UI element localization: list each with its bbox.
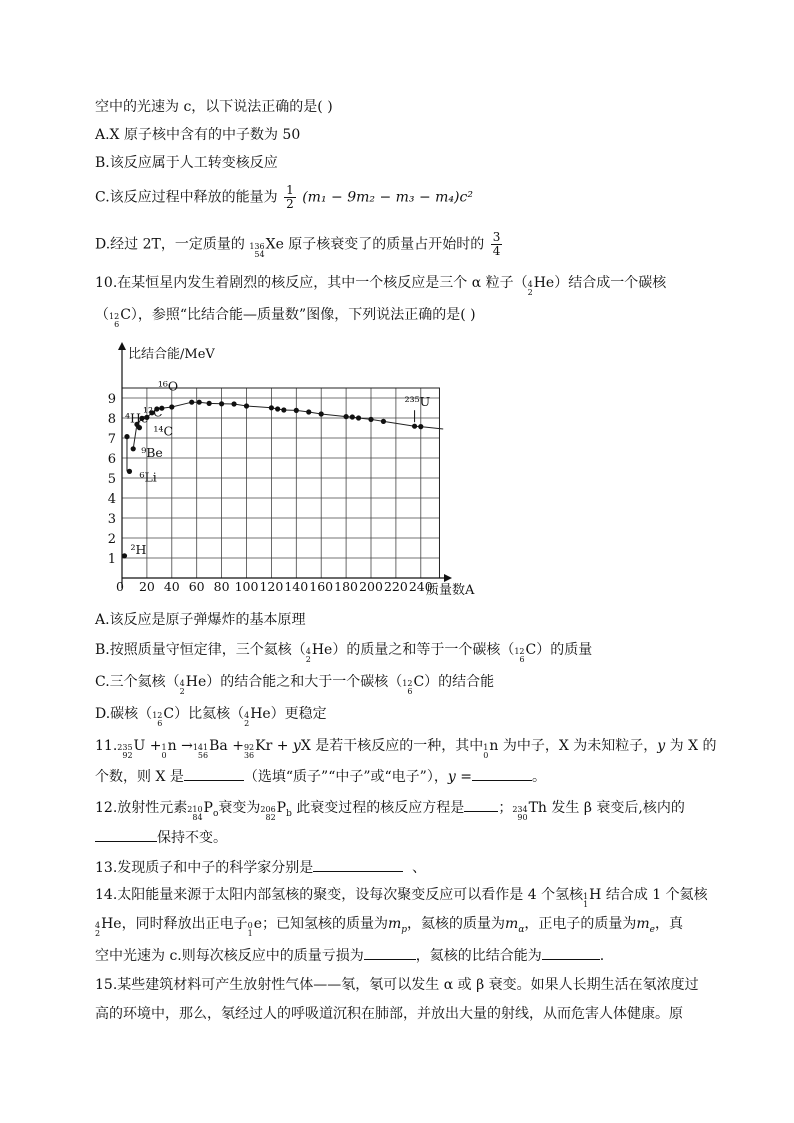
y-tick-label: 5: [107, 472, 116, 487]
data-point: [124, 434, 129, 439]
binding-curve: [142, 402, 443, 429]
data-point: [350, 414, 355, 419]
x-tick-label: 20: [138, 579, 155, 594]
fraction-half: $\frac{1}{2}$: [286, 183, 294, 211]
x-tick-label: 200: [359, 579, 383, 594]
q12-pre: 12.放射性元素: [95, 800, 188, 816]
answer-blank[interactable]: [313, 857, 403, 872]
q14-l2-mid: e；已知氢核的质量为: [253, 916, 388, 932]
q14-me-sub: e: [649, 924, 655, 935]
q14-l2-pre: He，同时释放出正电子: [101, 916, 248, 932]
answer-blank[interactable]: [542, 945, 600, 960]
q10-option-a: A.该反应是原子弹爆炸的基本原理: [95, 612, 306, 628]
x-tick-label: 60: [188, 579, 205, 594]
q10-option-c: [95, 672, 494, 696]
q14-l1-tail: H 结合成 1 个氦核: [589, 887, 708, 903]
c-indices: 12 6: [109, 312, 120, 329]
q9-option-c: [95, 184, 473, 211]
q9-intro: 空中的光速为 c，以下说法正确的是( ): [95, 99, 333, 115]
q10-paren: （: [95, 307, 109, 323]
nuclide-label: ¹⁴C: [153, 423, 174, 439]
data-point: [231, 401, 236, 406]
y-axis-arrow: [118, 342, 126, 350]
q10-option-b: [95, 640, 592, 664]
c-indices: 12 6: [402, 679, 413, 696]
nuclide-label: ⁹Be: [141, 444, 163, 460]
q14-l1: 14.太阳能量来源于太阳内部氢核的聚变，设每次聚变反应可以看作是 4 个氢核: [95, 887, 584, 903]
y-tick-label: 6: [107, 452, 116, 467]
data-point: [344, 414, 349, 419]
y-tick-label: 2: [107, 532, 116, 547]
q12-line1: [95, 797, 685, 824]
q10-d-text3: He）更稳定: [250, 706, 327, 722]
q14-l2-tail: ，真: [655, 916, 683, 932]
q14-me: m: [636, 916, 650, 932]
answer-blank[interactable]: [364, 945, 416, 960]
data-point: [219, 401, 224, 406]
x-tick-label: 160: [309, 579, 334, 594]
data-point: [122, 553, 127, 558]
e-indices: 0 1: [247, 921, 253, 938]
x-tick-label: 0: [116, 579, 124, 594]
answer-blank[interactable]: [95, 827, 157, 842]
q10-stem-line2: [95, 305, 476, 329]
y-tick-label: 8: [107, 412, 116, 427]
data-point: [131, 446, 136, 451]
q10-c-text2: He）的结合能之和大于一个碳核（: [185, 674, 403, 690]
data-point: [207, 401, 212, 406]
q9-option-c-text: C.该反应过程中释放的能量为: [95, 189, 278, 206]
q10-b-text2: He）的质量之和等于一个碳核（: [311, 642, 515, 658]
q11-y2: y: [657, 738, 666, 754]
data-point: [197, 400, 202, 405]
data-point: [306, 409, 311, 414]
q14-line3: [95, 945, 604, 966]
nuclide-label: ²H: [130, 541, 147, 557]
q14-l3-end: .: [599, 948, 605, 964]
y-tick-label: 4: [107, 492, 116, 507]
answer-blank[interactable]: [472, 766, 532, 781]
q12-p2: P: [276, 800, 287, 816]
q11-n: n →: [167, 738, 193, 754]
x-tick-label: 180: [334, 579, 359, 594]
q10-option-d: [95, 704, 327, 728]
data-point: [319, 411, 324, 416]
q14-line1: [95, 885, 708, 909]
q14-ma-sub: α: [518, 924, 525, 935]
x-tick-label: 100: [234, 579, 259, 594]
q14-line2: [95, 914, 683, 940]
q10-stem-line1: [95, 273, 666, 297]
he-indices: 4 2: [244, 711, 250, 728]
data-point: [281, 407, 286, 412]
q11-number: 11.: [95, 738, 118, 754]
q9-option-d-text: D.经过 2T，一定质量的: [95, 236, 245, 253]
q14-l3-mid: ，氦核的比结合能为: [415, 948, 542, 964]
data-point: [368, 417, 373, 422]
q10-d-text1: D.碳核（: [95, 706, 153, 722]
q14-l2-mid2: ，氦核的质量为: [407, 916, 506, 932]
q12-p1: P: [203, 800, 213, 816]
q10-c-text3: C）的结合能: [413, 674, 495, 690]
x-tick-label: 80: [213, 579, 230, 594]
q12-mid2: 此衰变过程的核反应方程是: [291, 800, 465, 816]
n-indices: 1 0: [161, 743, 167, 760]
x-tick-label: 120: [259, 579, 284, 594]
q11-y3: y: [447, 769, 456, 785]
q12-mid3: ；: [498, 800, 513, 816]
x-axis-arrow: [444, 574, 452, 582]
u-indices: 235 92: [117, 743, 133, 760]
q9-option-b: B.该反应属于人工转变核反应: [95, 155, 278, 171]
q9-option-c-expr: (m₁ − 9m₂ − m₃ − m₄)c²: [302, 189, 473, 206]
q11-post: X 是若干核反应的一种，其中: [300, 738, 484, 754]
y-tick-label: 9: [107, 392, 116, 407]
q14-mp: m: [387, 916, 402, 932]
q14-l2-mid3: ，正电子的质量为: [524, 916, 637, 932]
ba-indices: 141 56: [192, 743, 209, 760]
q11-ba: Ba +: [209, 738, 244, 754]
data-point: [127, 469, 132, 474]
q13-text: 13.发现质子和中子的科学家分别是: [95, 860, 314, 876]
q12-mid: 衰变为: [218, 800, 261, 816]
he-indices: 4 2: [179, 679, 185, 696]
data-point: [412, 424, 417, 429]
he-indices: 4 2: [95, 921, 101, 938]
pb-indices: 206 82: [260, 805, 276, 822]
q9-option-a: A.X 原子核中含有的中子数为 50: [95, 127, 301, 143]
q9-option-d: [95, 231, 504, 259]
y-tick-label: 7: [107, 432, 116, 447]
q12-l2-tail: 保持不变。: [157, 830, 227, 846]
data-point: [381, 419, 386, 424]
q11-l2-mid: （选填“质子”“中子”或“电子”），: [243, 769, 448, 785]
he-indices: 4 2: [527, 280, 533, 297]
nuclide-label: ⁶Li: [139, 469, 157, 485]
q13: [95, 857, 426, 878]
q14-l3-pre: 空中光速为 c.则每次核反应中的质量亏损为: [95, 948, 364, 964]
y-tick-label: 3: [107, 512, 116, 527]
x-axis-label: 质量数A: [426, 583, 475, 598]
he-indices: 4 2: [305, 647, 311, 664]
n-indices: 1 0: [483, 743, 489, 760]
q14-mp-sub: p: [401, 924, 408, 935]
x-tick-label: 140: [284, 579, 309, 594]
q12-p2-sub: b: [286, 808, 292, 819]
q11-line2: [95, 766, 546, 787]
xe-nuclide-indices: 136 54: [249, 241, 265, 259]
data-point: [275, 406, 280, 411]
nuclide-label: ²³⁵U: [404, 394, 431, 410]
q11-u: U +: [133, 738, 162, 754]
y-tick-label: 1: [107, 552, 116, 567]
x-tick-label: 220: [383, 579, 408, 594]
y-axis-label: 比结合能/MeV: [128, 347, 215, 362]
data-point: [356, 415, 361, 420]
q10-c-text1: C.三个氦核（: [95, 674, 180, 690]
q12-line2: [95, 827, 227, 848]
q10-stem-tail: He）结合成一个碳核: [533, 275, 667, 291]
q10-stem-text: 10.在某恒星内发生着剧烈的核反应，其中一个核反应是三个 α 粒子（: [95, 275, 528, 291]
kr-indices: 92 36: [243, 743, 255, 760]
q11-post2: n 为中子，X 为未知粒子，: [489, 738, 658, 754]
answer-blank[interactable]: [464, 797, 498, 812]
nuclide-label: ¹²C: [142, 404, 163, 420]
answer-blank[interactable]: [184, 766, 244, 781]
po-indices: 210 84: [187, 805, 203, 822]
q11-post3: 为 X 的: [665, 738, 717, 754]
data-point: [418, 424, 423, 429]
x-tick-label: 40: [163, 579, 180, 594]
nuclide-label: ¹⁶O: [157, 378, 179, 394]
nuclide-label: ⁴He: [124, 410, 149, 426]
q12-p1-sub: o: [212, 808, 219, 819]
q12-tail: 发生 β 衰变后,核内的: [546, 800, 685, 816]
data-point: [137, 425, 142, 430]
q15-line2: 高的环境中，那么，氡经过人的呼吸道沉积在肺部，并放出大量的射线，从而危害人体健康。原: [95, 1006, 683, 1022]
q11-l2-tail: =: [455, 769, 472, 785]
q15-line1: 15.某些建筑材料可产生放射性气体——氡，氡可以发生 α 或 β 衰变。如果人长期生活在氡浓度过: [95, 977, 699, 993]
data-point: [269, 405, 274, 410]
q11-l2-pre: 个数，则 X 是: [95, 769, 184, 785]
q11-y: y: [292, 738, 301, 754]
plot-frame: [122, 388, 439, 578]
th-indices: 234 90: [512, 805, 528, 822]
x-tick-label: 240: [408, 579, 433, 594]
data-point: [294, 408, 299, 413]
q10-b-text3: C）的质量: [525, 642, 593, 658]
q10-stem-tail2: C），参照“比结合能—质量数”图像，下列说法正确的是( ): [120, 307, 476, 323]
q10-d-text2: C）比氦核（: [163, 706, 245, 722]
q13-sep: 、: [412, 860, 427, 876]
fraction-three-quarters: $\frac{3}{4}$: [492, 230, 501, 258]
data-point: [244, 403, 249, 408]
q12-th: Th: [528, 800, 547, 816]
q9-option-d-text2: Xe 原子核衰变了的质量占开始时的: [265, 236, 485, 253]
q11-kr: Kr +: [255, 738, 293, 754]
q10-b-text1: B.按照质量守恒定律，三个氦核（: [95, 642, 306, 658]
c-indices: 12 6: [514, 647, 525, 664]
q11-line1: [95, 736, 717, 760]
data-point: [169, 404, 174, 409]
binding-energy-chart: [100, 340, 475, 600]
q14-ma: m: [505, 916, 519, 932]
h-indices: 1 1: [583, 892, 589, 909]
q11-l2-end: 。: [531, 769, 546, 785]
data-point: [189, 400, 194, 405]
c-indices: 12 6: [152, 711, 163, 728]
